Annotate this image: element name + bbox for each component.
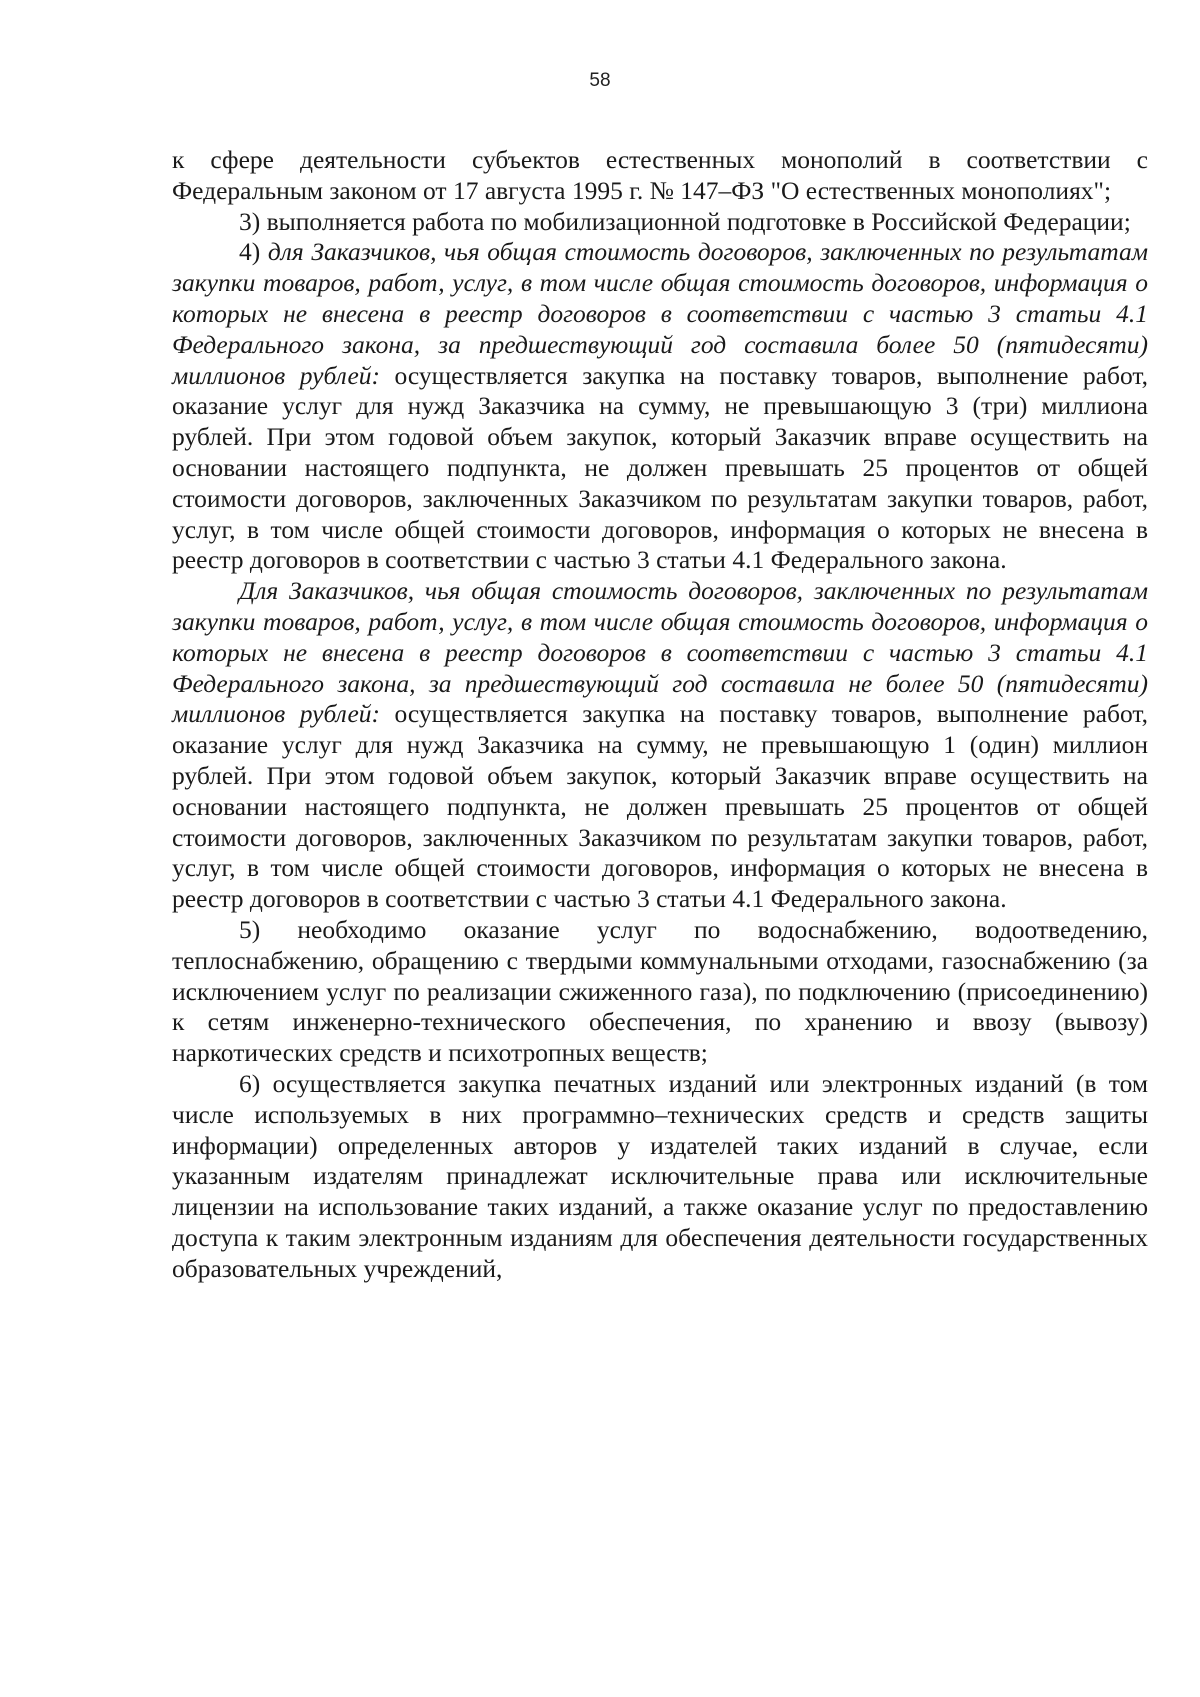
document-body (172, 145, 1148, 1284)
item-4-number: 4) (239, 237, 268, 267)
item-4-alt-condition: Для Заказчиков, чья общая стоимость договоров, заключенных по результатам закупки товаров, работ, услуг, в том числе общая стоимость договоров, информация о которых не внесена в реестр договоров в соответствии с частью 3 статьи 4.1 Федерального закона, за предшествующий год составила не более 50 (пятидесяти) миллионов рублей: (172, 576, 1148, 729)
paragraph-continuation: к сфере деятельности субъектов естественных монополий в соответствии с Федеральным законом от 17 августа 1995 г. № 147–ФЗ "О естественных монополиях"; (172, 145, 1148, 205)
item-4-alt-text: осуществляется закупка на поставку товаров, выполнение работ, оказание услуг для нужд Заказчика на сумму, не превышающую 1 (один) миллион рублей. При этом годовой объем закупок, который Заказчик вправе осуществить на основании настоящего подпункта, не должен превышать 25 процентов от общей стоимости договоров, заключенных Заказчиком по результатам закупки товаров, работ, услуг, в том числе общей стоимости договоров, информация о которых не внесена в реестр договоров в соответствии с частью 3 статьи 4.1 Федерального закона. (172, 699, 1148, 914)
paragraph-item-4-alt (172, 576, 1148, 915)
item-4-condition: для Заказчиков, чья общая стоимость договоров, заключенных по результатам закупки товаров, работ, услуг, в том числе общая стоимость договоров, информация о которых не внесена в реестр договоров в соответствии с частью 3 статьи 4.1 Федерального закона, за предшествующий год составила более 50 (пятидесяти) миллионов рублей: (172, 237, 1148, 390)
paragraph-item-3: 3) выполняется работа по мобилизационной подготовке в Российской Федерации; (239, 206, 1131, 236)
paragraph-item-6: 6) осуществляется закупка печатных изданий или электронных изданий (в том числе используемых в них программно–технических средств и средств защиты информации) определенных авторов у издателей таких изданий в случае, если указанным издателям принадлежат исключительные права или исключительные лицензии на использование таких изданий, а также оказание услуг по предоставлению доступа к таким электронным изданиям для обеспечения деятельности государственных образовательных учреждений, (172, 1068, 1148, 1283)
paragraph-item-5: 5) необходимо оказание услуг по водоснабжению, водоотведению, теплоснабжению, обращению с твердыми коммунальными отходами, газоснабжению (за исключением услуг по реализации сжиженного газа), по подключению (присоединению) к сетям инженерно-технического обеспечения, по хранению и ввозу (вывозу) наркотических средств и психотропных веществ; (172, 914, 1148, 1068)
page-number: 58 (589, 70, 611, 91)
item-4-text: осуществляется закупка на поставку товаров, выполнение работ, оказание услуг для нужд Заказчика на сумму, не превышающую 3 (три) миллиона рублей. При этом годовой объем закупок, который Заказчик вправе осуществить на основании настоящего подпункта, не должен превышать 25 процентов от общей стоимости договоров, заключенных Заказчиком по результатам закупки товаров, работ, услуг, в том числе общей стоимости договоров, информация о которых не внесена в реестр договоров в соответствии с частью 3 статьи 4.1 Федерального закона. (172, 360, 1148, 575)
paragraph-item-4 (172, 237, 1148, 576)
